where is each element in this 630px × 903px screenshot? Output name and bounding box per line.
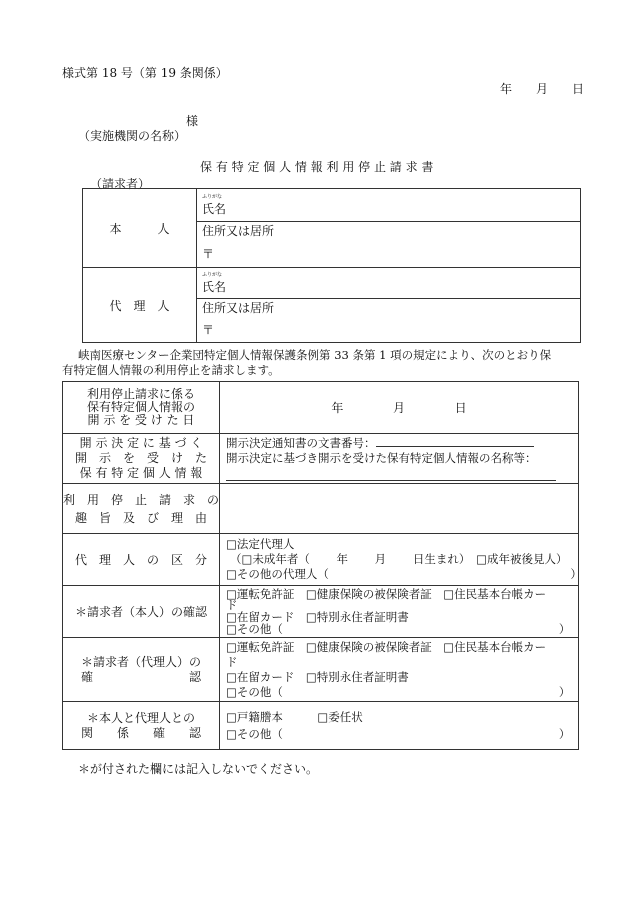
form-number: 様式第 18 号（第 19 条関係）: [62, 66, 228, 80]
date-year: 年: [331, 401, 344, 415]
disclosure-date-field[interactable]: [220, 382, 579, 434]
footnote: ＊が付された欄には記入しないでください。: [78, 762, 319, 776]
self-address-label: 住所又は居所: [197, 222, 581, 240]
relationship-check-label: ＊本人と代理人との 関 係 確 認: [63, 702, 220, 750]
self-label: 本 人: [83, 189, 197, 268]
info-name-label: 開示決定に基づき開示を受けた保有特定個人情報の名称等：: [226, 451, 537, 465]
name-label: 氏名: [202, 201, 227, 216]
purpose-reason-label: 利 用 停 止 請 求 の 趣 旨 及 び 理 由: [63, 484, 220, 534]
self-identity-check-label: ＊請求者（本人）の確認: [63, 586, 220, 638]
agent-id-other[interactable]: □その他（ ）: [226, 684, 571, 699]
self-id-other[interactable]: □その他（ ）: [226, 621, 571, 636]
agent-address-field[interactable]: [197, 317, 581, 343]
relationship-check-field[interactable]: [220, 702, 579, 750]
doc-number-input[interactable]: [376, 446, 534, 447]
relationship-options[interactable]: □戸籍謄本 □委任状: [226, 709, 363, 724]
agent-label: 代 理 人: [83, 268, 197, 343]
other-agent-checkbox[interactable]: □その他の代理人（ ）: [226, 567, 582, 581]
self-address-field[interactable]: [197, 240, 581, 268]
agent-id-options-2[interactable]: □在留カード □特別永住者証明書: [226, 669, 409, 684]
disclosed-info-field[interactable]: [220, 434, 579, 484]
agency-name-label: （実施機関の名称）: [78, 129, 187, 143]
date-day: 日: [572, 82, 585, 96]
minor-guardian-options[interactable]: （□未成年者（ 年 月 日生まれ） □成年被後見人）: [230, 552, 568, 566]
legal-agent-checkbox[interactable]: □法定代理人: [226, 537, 295, 551]
date-year: 年: [500, 82, 513, 96]
agent-identity-check-label: ＊請求者（代理人）の 確 認: [63, 638, 220, 702]
self-id-options-2[interactable]: □在留カード □特別永住者証明書: [226, 609, 409, 624]
agent-category-field[interactable]: [220, 534, 582, 586]
addressee-sama: 様: [186, 114, 199, 128]
date-month: 月: [536, 82, 549, 96]
intro-line-1: 峡南医療センター企業団特定個人情報保護条例第 33 条第 1 項の規定により、次のとおり保: [78, 348, 552, 362]
postal-mark: 〒: [202, 246, 215, 261]
requester-table: [82, 188, 581, 343]
info-name-input[interactable]: [226, 466, 556, 481]
disclosed-info-label: 開 示 決 定 に 基 づ く 開 示 を 受 け た 保 有 特 定 個 人 情 報: [63, 434, 220, 484]
requester-label: （請求者）: [90, 177, 151, 191]
agent-name-field[interactable]: [197, 268, 581, 299]
date-month: 月: [392, 401, 405, 415]
agent-address-label: 住所又は居所: [197, 299, 581, 317]
furigana-label: ふりがな: [202, 271, 223, 278]
intro-line-2: 有特定個人情報の利用停止を請求します。: [62, 363, 280, 377]
disclosure-date-label: 利用停止請求に係る 保有特定個人情報の 開 示 を 受 け た 日: [63, 382, 220, 434]
agent-identity-check-field[interactable]: □運転免許証 □健康保険の被保険者証 □住民基本台帳カー ド □在留カード □特別永住者証明書 □その他（ ）: [220, 638, 579, 702]
relationship-other[interactable]: □その他（ ）: [226, 726, 571, 741]
agent-category-label: 代 理 人 の 区 分: [63, 534, 220, 586]
self-identity-check-field[interactable]: □運転免許証 □健康保険の被保険者証 □住民基本台帳カー ド □在留カード □特別永住者証明書 □その他（ ）: [220, 586, 579, 638]
self-name-field[interactable]: [197, 189, 581, 222]
request-table: [62, 381, 582, 750]
doc-number-label: 開示決定通知書の文書番号：: [226, 436, 376, 450]
furigana-label: ふりがな: [202, 193, 223, 200]
postal-mark: 〒: [202, 322, 215, 337]
agent-id-options-1[interactable]: □運転免許証 □健康保険の被保険者証 □住民基本台帳カー: [226, 639, 547, 654]
self-id-options-1[interactable]: □運転免許証 □健康保険の被保険者証 □住民基本台帳カー: [226, 586, 547, 601]
name-label: 氏名: [202, 279, 227, 294]
date-day: 日: [454, 401, 467, 415]
document-title: 保 有 特 定 個 人 情 報 利 用 停 止 請 求 書: [200, 160, 434, 174]
purpose-reason-field[interactable]: [220, 484, 579, 534]
